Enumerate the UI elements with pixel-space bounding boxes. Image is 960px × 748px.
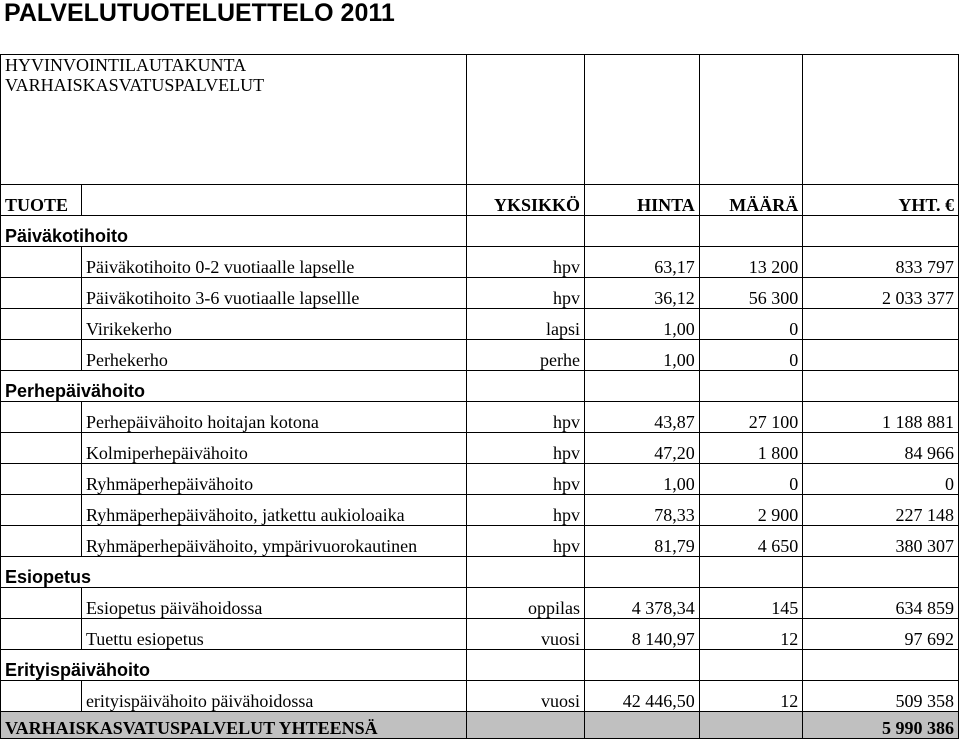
price-cell: 1,00 <box>585 464 700 495</box>
empty-cell <box>803 557 959 588</box>
indent-cell <box>1 681 82 712</box>
product-name: Esiopetus päivähoidossa <box>81 588 466 619</box>
total-cell <box>803 309 959 340</box>
product-name: Perhekerho <box>81 340 466 371</box>
table-body <box>1 55 959 739</box>
unit-cell: hpv <box>467 495 585 526</box>
total-cell: 2 033 377 <box>803 278 959 309</box>
quantity-cell: 12 <box>699 681 802 712</box>
empty-cell <box>699 371 802 402</box>
indent-cell <box>1 619 82 650</box>
quantity-cell: 56 300 <box>699 278 802 309</box>
empty-cell <box>585 712 700 739</box>
product-name: Virikekerho <box>81 309 466 340</box>
indent-cell <box>1 433 82 464</box>
product-name: Ryhmäperhepäivähoito, ympärivuorokautinen <box>81 526 466 557</box>
total-cell: 97 692 <box>803 619 959 650</box>
total-cell: 634 859 <box>803 588 959 619</box>
table-row <box>1 495 959 526</box>
empty-cell <box>699 712 802 739</box>
product-name: Ryhmäperhepäivähoito, jatkettu aukioloaika <box>81 495 466 526</box>
indent-cell <box>1 402 82 433</box>
total-cell: 1 188 881 <box>803 402 959 433</box>
price-cell: 42 446,50 <box>585 681 700 712</box>
price-cell: 1,00 <box>585 340 700 371</box>
unit-cell: hpv <box>467 464 585 495</box>
section-row <box>1 216 959 247</box>
empty-cell <box>585 216 700 247</box>
total-cell: 833 797 <box>803 247 959 278</box>
unit-cell: vuosi <box>467 619 585 650</box>
table-row <box>1 433 959 464</box>
section-title: Esiopetus <box>1 557 467 588</box>
price-cell: 47,20 <box>585 433 700 464</box>
unit-cell: oppilas <box>467 588 585 619</box>
quantity-cell: 4 650 <box>699 526 802 557</box>
empty-cell <box>467 650 585 681</box>
total-cell <box>803 340 959 371</box>
empty-cell <box>467 712 585 739</box>
indent-cell <box>1 309 82 340</box>
price-cell: 4 378,34 <box>585 588 700 619</box>
empty-cell <box>585 650 700 681</box>
product-list-table <box>0 54 959 739</box>
table-row <box>1 402 959 433</box>
summary-label: VARHAISKASVATUSPALVELUT YHTEENSÄ <box>1 712 467 739</box>
quantity-cell: 0 <box>699 464 802 495</box>
unit-cell: hpv <box>467 402 585 433</box>
unit-cell: hpv <box>467 278 585 309</box>
unit-cell: vuosi <box>467 681 585 712</box>
col-header-yht: YHT. € <box>803 185 959 216</box>
table-row <box>1 464 959 495</box>
indent-cell <box>1 247 82 278</box>
empty-cell <box>699 216 802 247</box>
unit-cell: lapsi <box>467 309 585 340</box>
unit-cell: hpv <box>467 247 585 278</box>
empty-cell <box>467 216 585 247</box>
total-cell: 509 358 <box>803 681 959 712</box>
table-row <box>1 526 959 557</box>
total-cell: 227 148 <box>803 495 959 526</box>
product-name: erityispäivähoito päivähoidossa <box>81 681 466 712</box>
empty-cell <box>467 55 585 185</box>
empty-cell <box>467 557 585 588</box>
empty-cell <box>803 55 959 185</box>
section-row <box>1 650 959 681</box>
section-row <box>1 557 959 588</box>
quantity-cell: 2 900 <box>699 495 802 526</box>
table-row <box>1 588 959 619</box>
table-row <box>1 247 959 278</box>
price-cell: 81,79 <box>585 526 700 557</box>
unit-cell: perhe <box>467 340 585 371</box>
price-cell: 36,12 <box>585 278 700 309</box>
section-title: Päiväkotihoito <box>1 216 467 247</box>
indent-cell <box>1 340 82 371</box>
product-name: Tuettu esiopetus <box>81 619 466 650</box>
page-title: PALVELUTUOTELUETTELO 2011 <box>4 0 395 27</box>
quantity-cell: 0 <box>699 309 802 340</box>
table-row <box>1 619 959 650</box>
empty-cell <box>699 650 802 681</box>
total-cell: 0 <box>803 464 959 495</box>
table-row <box>1 681 959 712</box>
indent-cell <box>1 464 82 495</box>
indent-cell <box>1 588 82 619</box>
empty-cell <box>803 650 959 681</box>
section-title: Perhepäivähoito <box>1 371 467 402</box>
table-row <box>1 278 959 309</box>
product-name: Kolmiperhepäivähoito <box>81 433 466 464</box>
col-header-maara: MÄÄRÄ <box>699 185 802 216</box>
summary-row <box>1 712 959 739</box>
price-cell: 1,00 <box>585 309 700 340</box>
quantity-cell: 12 <box>699 619 802 650</box>
quantity-cell: 1 800 <box>699 433 802 464</box>
product-name: Perhepäivähoito hoitajan kotona <box>81 402 466 433</box>
table-row <box>1 340 959 371</box>
price-cell: 63,17 <box>585 247 700 278</box>
empty-cell <box>81 185 466 216</box>
section-title: Erityispäivähoito <box>1 650 467 681</box>
quantity-cell: 27 100 <box>699 402 802 433</box>
price-cell: 78,33 <box>585 495 700 526</box>
unit-cell: hpv <box>467 526 585 557</box>
empty-cell <box>803 216 959 247</box>
col-header-yksikko: YKSIKKÖ <box>467 185 585 216</box>
indent-cell <box>1 526 82 557</box>
price-cell: 8 140,97 <box>585 619 700 650</box>
col-header-hinta: HINTA <box>585 185 700 216</box>
product-name: Päiväkotihoito 3-6 vuotiaalle lapsellle <box>81 278 466 309</box>
empty-cell <box>699 557 802 588</box>
table-row <box>1 309 959 340</box>
org-name: HYVINVOINTILAUTAKUNTA <box>5 55 247 75</box>
indent-cell <box>1 278 82 309</box>
org-heading-cell <box>1 55 467 185</box>
org-header-row <box>1 55 959 185</box>
indent-cell <box>1 495 82 526</box>
column-header-row <box>1 185 959 216</box>
empty-cell <box>585 371 700 402</box>
empty-cell <box>585 55 700 185</box>
empty-cell <box>699 55 802 185</box>
col-header-tuote: TUOTE <box>1 185 82 216</box>
product-name: Ryhmäperhepäivähoito <box>81 464 466 495</box>
section-row <box>1 371 959 402</box>
product-name: Päiväkotihoito 0-2 vuotiaalle lapselle <box>81 247 466 278</box>
price-cell: 43,87 <box>585 402 700 433</box>
total-cell: 380 307 <box>803 526 959 557</box>
quantity-cell: 145 <box>699 588 802 619</box>
org-unit: VARHAISKASVATUSPALVELUT <box>5 75 265 95</box>
empty-cell <box>803 371 959 402</box>
empty-cell <box>467 371 585 402</box>
quantity-cell: 13 200 <box>699 247 802 278</box>
summary-total: 5 990 386 <box>803 712 959 739</box>
quantity-cell: 0 <box>699 340 802 371</box>
empty-cell <box>585 557 700 588</box>
unit-cell: hpv <box>467 433 585 464</box>
total-cell: 84 966 <box>803 433 959 464</box>
